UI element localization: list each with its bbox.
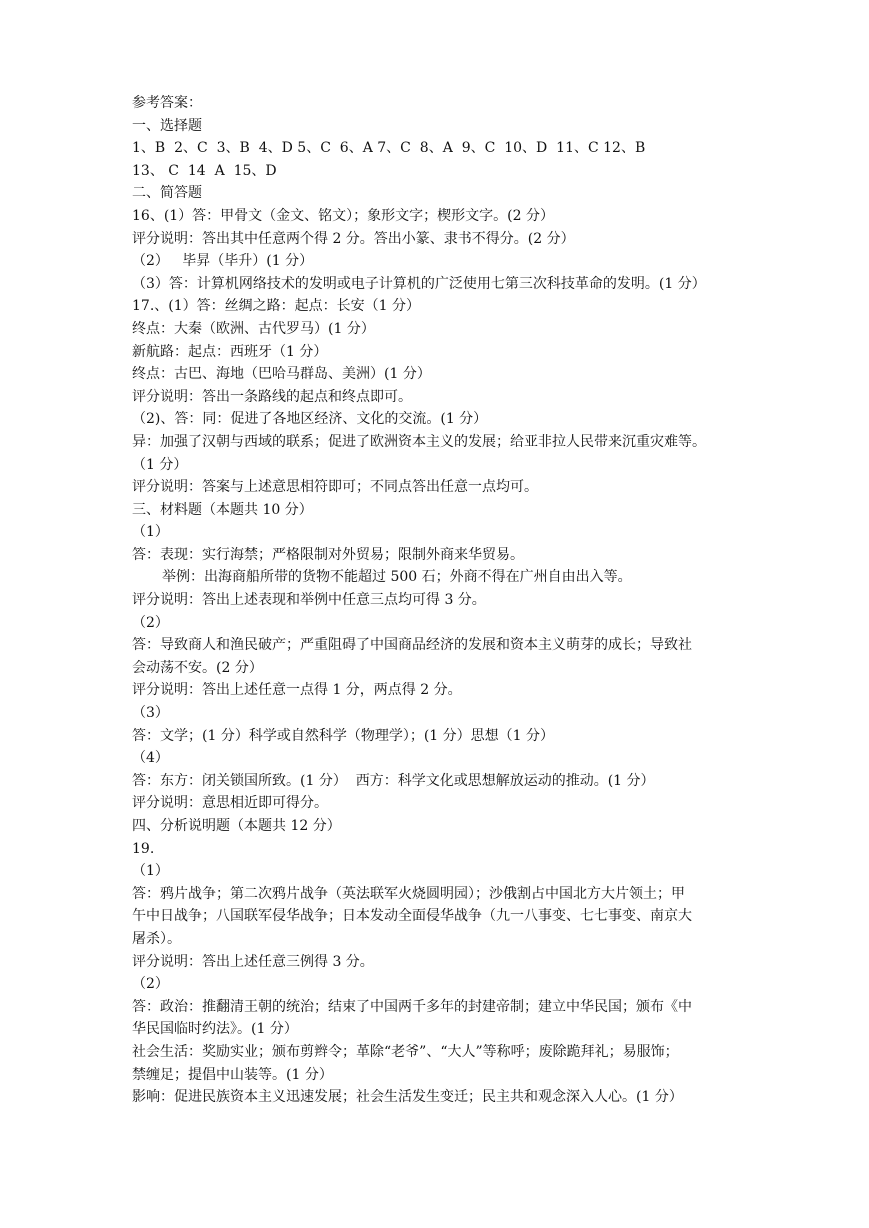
material-part2-label: （2）	[132, 614, 169, 631]
q17-new-route-start: 新航路：起点：西班牙（1 分）	[132, 343, 328, 360]
q17-part2-answer: （2)、答：同：促进了各地区经济、文化的交流。(1 分）	[132, 411, 488, 428]
q17-part1-scoring-note: 评分说明：答出一条路线的起点和终点即可。	[132, 388, 412, 405]
material-part2-answer-line-1: 答：导致商人和渔民破产；严重阻碍了中国商品经济的发展和资本主义萌芽的成长；导致社	[132, 637, 692, 654]
section-heading-choice: 一、选择题	[132, 117, 202, 134]
q19-part1-label: （1）	[132, 863, 169, 880]
q19-part2-social-line-2: 禁缠足；提倡中山装等。(1 分）	[132, 1066, 333, 1083]
q19-part2-social-line-1: 社会生活：奖励实业；颁布剪辫令；革除“老爷”、“大人”等称呼；废除跪拜礼；易服饰；	[132, 1043, 679, 1060]
q19-label: 19.	[132, 840, 155, 857]
material-part3-label: （3）	[132, 705, 169, 722]
material-part1-scoring-note: 评分说明：答出上述表现和举例中任意三点均可得 3 分。	[132, 592, 486, 609]
answer-key-document	[132, 92, 742, 1109]
q17-silk-road-end: 终点：大秦（欧洲、古代罗马）(1 分）	[132, 320, 375, 337]
q16-part1-scoring-note: 评分说明：答出其中任意两个得 2 分。答出小篆、隶书不得分。(2 分）	[132, 230, 575, 247]
q17-part2-score: （1 分）	[132, 456, 188, 473]
q19-part1-scoring-note: 评分说明：答出上述任意三例得 3 分。	[132, 953, 374, 970]
material-part2-scoring-note: 评分说明：答出上述任意一点得 1 分，两点得 2 分。	[132, 682, 462, 699]
material-part2-answer-line-2: 会动荡不安。(2 分）	[132, 659, 263, 676]
q16-part1-answer: 16、(1）答：甲骨文（金文、铭文）；象形文字；楔形文字。(2 分）	[132, 207, 555, 224]
q16-part3-answer: （3）答：计算机网络技术的发明或电子计算机的广泛使用七第三次科技革命的发明。(1 分）	[132, 275, 706, 292]
section-heading-material: 三、材料题（本题共 10 分）	[132, 501, 313, 518]
material-part1-label: （1）	[132, 524, 169, 541]
section-heading-short-answer: 二、简答题	[132, 185, 202, 202]
material-part4-label: （4）	[132, 750, 169, 767]
q16-part2-answer: （2） 毕昇（毕升）(1 分）	[132, 253, 314, 270]
q19-part2-impact: 影响：促进民族资本主义迅速发展；社会生活发生变迁；民主共和观念深入人心。(1 分）	[132, 1089, 683, 1106]
material-part3-answer: 答：文学；(1 分）科学或自然科学（物理学）；(1 分）思想（1 分）	[132, 727, 554, 744]
q17-new-route-end: 终点：古巴、海地（巴哈马群岛、美洲）(1 分）	[132, 366, 431, 383]
q19-part2-political-line-1: 答：政治：推翻清王朝的统治；结束了中国两千多年的封建帝制；建立中华民国；颁布《中	[132, 998, 692, 1015]
q19-part2-political-line-2: 华民国临时约法》。(1 分）	[132, 1021, 298, 1038]
choice-answers-line-1: 1、B 2、C 3、B 4、D 5、C 6、A 7、C 8、A 9、C 10、D 11、C 12、B	[132, 140, 646, 157]
q19-part1-answer-line-3: 屠杀）。	[132, 930, 181, 947]
choice-answers-line-2: 13、 C 14 A 15、D	[132, 162, 277, 179]
material-part4-answer: 答：东方：闭关锁国所致。(1 分） 西方：科学文化或思想解放运动的推动。(1 分）	[132, 772, 655, 789]
q17-part1-answer: 17.、(1）答：丝绸之路：起点：长安（1 分）	[132, 298, 420, 315]
material-part4-scoring-note: 评分说明：意思相近即可得分。	[132, 795, 328, 812]
q19-part1-answer-line-1: 答：鸦片战争；第二次鸦片战争（英法联军火烧圆明园）；沙俄割占中国北方大片领土；甲	[132, 885, 685, 902]
q17-part2-scoring-note: 评分说明：答案与上述意思相符即可；不同点答出任意一点均可。	[132, 479, 538, 496]
material-part1-example: 举例：出海商船所带的货物不能超过 500 石；外商不得在广州自由出入等。	[162, 569, 632, 586]
q19-part1-answer-line-2: 午中日战争；八国联军侵华战争；日本发动全面侵华战争（九一八事变、七七事变、南京大	[132, 908, 692, 925]
section-heading-analysis: 四、分析说明题（本题共 12 分）	[132, 818, 341, 834]
q19-part2-label: （2）	[132, 976, 169, 993]
material-part1-answer: 答：表现：实行海禁；严格限制对外贸易；限制外商来华贸易。	[132, 546, 524, 563]
doc-title: 参考答案：	[132, 95, 202, 111]
q17-part2-difference: 异：加强了汉朝与西域的联系；促进了欧洲资本主义的发展；给亚非拉人民带来沉重灾难等。	[132, 433, 706, 450]
